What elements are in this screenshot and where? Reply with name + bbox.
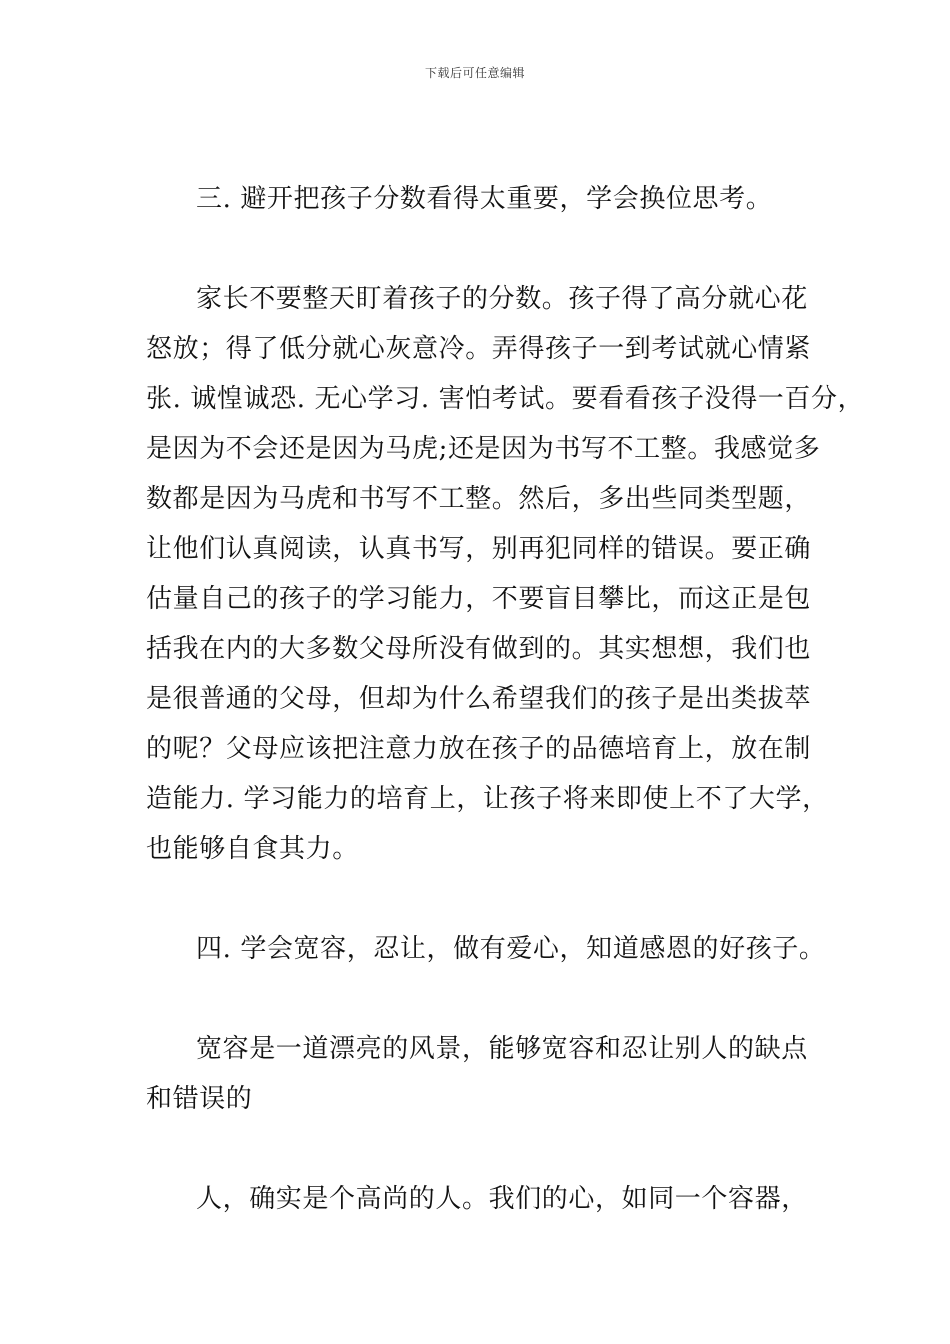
paragraph-line: 张. 诚惶诚恐. 无心学习. 害怕考试。要看看孩子没得一百分， [146, 384, 865, 414]
paragraph-line: 也能够自食其力。 [146, 834, 359, 864]
paragraph-line: 是很普通的父母，但却为什么希望我们的孩子是出类拔萃 [146, 684, 812, 714]
paragraph-line: 让他们认真阅读，认真书写，别再犯同样的错误。要正确 [146, 534, 812, 564]
paragraph-line: 数都是因为马虎和书写不工整。然后，多出些同类型题， [146, 484, 812, 514]
paragraph-line: 是因为不会还是因为马虎;还是因为书写不工整。我感觉多 [146, 434, 821, 464]
paragraph-line: 造能力. 学习能力的培育上，让孩子将来即使上不了大学， [146, 784, 829, 814]
paragraph-line: 怒放；得了低分就心灰意冷。弄得孩子一到考试就心情紧 [146, 334, 812, 364]
paragraph-line: 和错误的 [146, 1084, 253, 1114]
paragraph-line: 家长不要整天盯着孩子的分数。孩子得了高分就心花 [196, 284, 808, 314]
page-header: 下载后可任意编辑 [424, 66, 525, 80]
section-heading-4: 四. 学会宽容，忍让，做有爱心，知道感恩的好孩子。 [196, 934, 826, 964]
paragraph-line: 人，确实是个高尚的人。我们的心，如同一个容器， [196, 1184, 808, 1214]
paragraph-line: 括我在内的大多数父母所没有做到的。其实想想，我们也 [146, 634, 812, 664]
section-heading-3: 三. 避开把孩子分数看得太重要，学会换位思考。 [196, 184, 773, 214]
paragraph-line: 宽容是一道漂亮的风景，能够宽容和忍让别人的缺点 [196, 1034, 808, 1064]
paragraph-line: 估量自己的孩子的学习能力，不要盲目攀比，而这正是包 [146, 584, 812, 614]
paragraph-line: 的呢？父母应该把注意力放在孩子的品德培育上，放在制 [146, 734, 812, 764]
